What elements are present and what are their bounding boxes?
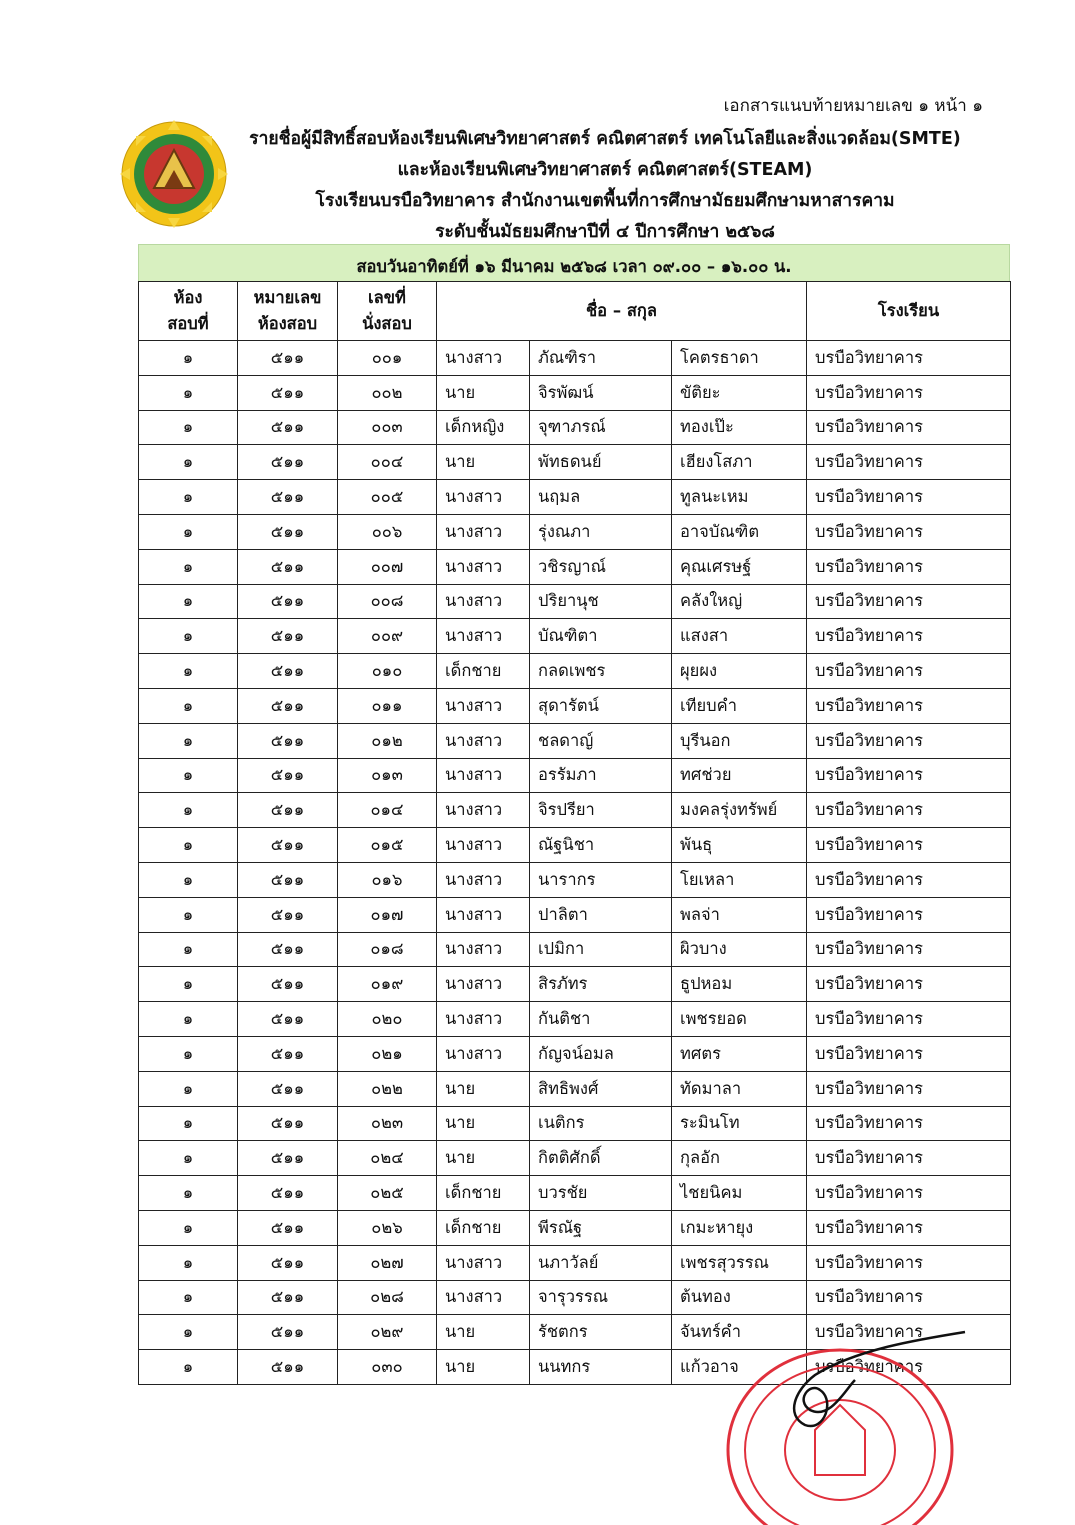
cell-school: บรบือวิทยาคาร (807, 584, 1011, 619)
cell-room-number: ๕๑๑ (238, 341, 338, 376)
cell-room: ๑ (139, 584, 238, 619)
cell-seat-number: ๐๒๑ (338, 1036, 437, 1071)
table-row (139, 1141, 1011, 1176)
header-room: ห้อง สอบที่ (139, 282, 238, 341)
cell-room-number: ๕๑๑ (238, 828, 338, 863)
signature (735, 1320, 975, 1440)
cell-room-number: ๕๑๑ (238, 1002, 338, 1037)
exam-date-text: สอบวันอาทิตย์ที่ ๑๖ มีนาคม ๒๕๖๘ เวลา ๐๙.๐๐ – ๑๖.๐๐ น. (356, 257, 792, 276)
cell-prefix: นางสาว (437, 967, 530, 1002)
table-row (139, 1071, 1011, 1106)
cell-room-number: ๕๑๑ (238, 1106, 338, 1141)
cell-seat-number: ๐๑๐ (338, 654, 437, 689)
cell-prefix: นางสาว (437, 549, 530, 584)
cell-seat-number: ๐๒๖ (338, 1210, 437, 1245)
table-row (139, 688, 1011, 723)
cell-room: ๑ (139, 793, 238, 828)
cell-room-number: ๕๑๑ (238, 1176, 338, 1211)
cell-room-number: ๕๑๑ (238, 480, 338, 515)
cell-prefix: นางสาว (437, 584, 530, 619)
table-header-row (139, 282, 1011, 341)
cell-last-name: ทองเป๊ะ (672, 410, 807, 445)
cell-first-name: นภาวัลย์ (530, 1245, 672, 1280)
cell-seat-number: ๐๐๙ (338, 619, 437, 654)
table-row (139, 410, 1011, 445)
cell-first-name: สุดารัตน์ (530, 688, 672, 723)
table-row (139, 723, 1011, 758)
table-row (139, 341, 1011, 376)
exam-date-bar (138, 244, 1010, 282)
cell-seat-number: ๐๐๗ (338, 549, 437, 584)
cell-first-name: กัญจน์อมล (530, 1036, 672, 1071)
cell-room-number: ๕๑๑ (238, 897, 338, 932)
cell-last-name: ผิวบาง (672, 932, 807, 967)
cell-seat-number: ๐๐๖ (338, 514, 437, 549)
table-row (139, 967, 1011, 1002)
table-row (139, 1245, 1011, 1280)
cell-room-number: ๕๑๑ (238, 1350, 338, 1385)
cell-seat-number: ๐๑๖ (338, 862, 437, 897)
cell-last-name: เพชรยอด (672, 1002, 807, 1037)
cell-room: ๑ (139, 688, 238, 723)
table-row (139, 932, 1011, 967)
cell-room: ๑ (139, 445, 238, 480)
table-row (139, 584, 1011, 619)
title-line-1: รายชื่อผู้มีสิทธิ์สอบห้องเรียนพิเศษวิทยาศาสตร์ คณิตศาสตร์ เทคโนโลยีและสิ่งแวดล้อม(SMTE) (249, 129, 961, 149)
cell-seat-number: ๐๒๐ (338, 1002, 437, 1037)
cell-prefix: เด็กชาย (437, 1176, 530, 1211)
cell-first-name: นารากร (530, 862, 672, 897)
document-title (150, 124, 1060, 248)
cell-prefix: นางสาว (437, 1036, 530, 1071)
table-row (139, 1280, 1011, 1315)
cell-seat-number: ๐๑๓ (338, 758, 437, 793)
cell-prefix: นางสาว (437, 897, 530, 932)
cell-room: ๑ (139, 514, 238, 549)
cell-prefix: นางสาว (437, 1002, 530, 1037)
cell-last-name: ขัติยะ (672, 375, 807, 410)
cell-room: ๑ (139, 341, 238, 376)
cell-room: ๑ (139, 1176, 238, 1211)
candidate-table (138, 281, 1011, 1385)
cell-room-number: ๕๑๑ (238, 375, 338, 410)
cell-room: ๑ (139, 1106, 238, 1141)
cell-prefix: นางสาว (437, 1280, 530, 1315)
cell-school: บรบือวิทยาคาร (807, 1141, 1011, 1176)
cell-school: บรบือวิทยาคาร (807, 654, 1011, 689)
cell-first-name: พีรณัฐ (530, 1210, 672, 1245)
cell-seat-number: ๐๒๘ (338, 1280, 437, 1315)
cell-first-name: จารุวรรณ (530, 1280, 672, 1315)
cell-school: บรบือวิทยาคาร (807, 967, 1011, 1002)
document-reference: เอกสารแนบท้ายหมายเลข ๑ หน้า ๑ (723, 96, 983, 116)
table-row (139, 445, 1011, 480)
cell-last-name: กุลอัก (672, 1141, 807, 1176)
cell-school: บรบือวิทยาคาร (807, 862, 1011, 897)
cell-prefix: นางสาว (437, 932, 530, 967)
cell-last-name: เกมะหายุง (672, 1210, 807, 1245)
cell-first-name: วชิรญาณ์ (530, 549, 672, 584)
cell-last-name: แสงสา (672, 619, 807, 654)
cell-last-name: ทศตร (672, 1036, 807, 1071)
cell-room: ๑ (139, 828, 238, 863)
cell-prefix: นางสาว (437, 862, 530, 897)
table-row (139, 1002, 1011, 1037)
table-row (139, 514, 1011, 549)
cell-first-name: จุฑาภรณ์ (530, 410, 672, 445)
cell-last-name: ไชยนิคม (672, 1176, 807, 1211)
cell-first-name: จิรพัฒน์ (530, 375, 672, 410)
cell-last-name: ทศช่วย (672, 758, 807, 793)
cell-first-name: เปมิกา (530, 932, 672, 967)
cell-room: ๑ (139, 1141, 238, 1176)
cell-room-number: ๕๑๑ (238, 793, 338, 828)
cell-prefix: นาย (437, 1350, 530, 1385)
cell-school: บรบือวิทยาคาร (807, 1315, 1011, 1350)
cell-room-number: ๕๑๑ (238, 758, 338, 793)
table-row (139, 1176, 1011, 1211)
table-row (139, 480, 1011, 515)
cell-room: ๑ (139, 1002, 238, 1037)
cell-last-name: อาจบัณฑิต (672, 514, 807, 549)
cell-prefix: นางสาว (437, 723, 530, 758)
cell-room: ๑ (139, 758, 238, 793)
cell-school: บรบือวิทยาคาร (807, 793, 1011, 828)
cell-school: บรบือวิทยาคาร (807, 688, 1011, 723)
cell-last-name: มงคลรุ่งทรัพย์ (672, 793, 807, 828)
cell-room: ๑ (139, 549, 238, 584)
cell-school: บรบือวิทยาคาร (807, 828, 1011, 863)
cell-first-name: จิรปรียา (530, 793, 672, 828)
cell-room-number: ๕๑๑ (238, 967, 338, 1002)
cell-first-name: กลดเพชร (530, 654, 672, 689)
cell-school: บรบือวิทยาคาร (807, 1002, 1011, 1037)
cell-last-name: คลังใหญ่ (672, 584, 807, 619)
header-name: ชื่อ – สกุล (437, 282, 807, 341)
cell-room-number: ๕๑๑ (238, 514, 338, 549)
cell-room-number: ๕๑๑ (238, 723, 338, 758)
cell-prefix: เด็กชาย (437, 654, 530, 689)
cell-room: ๑ (139, 1280, 238, 1315)
cell-room-number: ๕๑๑ (238, 1210, 338, 1245)
table-row (139, 862, 1011, 897)
cell-prefix: นาย (437, 1141, 530, 1176)
cell-room: ๑ (139, 862, 238, 897)
cell-first-name: พัทธดนย์ (530, 445, 672, 480)
cell-last-name: คุณเศรษฐ์ (672, 549, 807, 584)
cell-seat-number: ๐๐๔ (338, 445, 437, 480)
cell-school: บรบือวิทยาคาร (807, 1036, 1011, 1071)
cell-last-name: เฮียงโสภา (672, 445, 807, 480)
cell-room: ๑ (139, 375, 238, 410)
cell-first-name: เนติกร (530, 1106, 672, 1141)
table-row (139, 1036, 1011, 1071)
cell-prefix: นางสาว (437, 1245, 530, 1280)
cell-prefix: นางสาว (437, 828, 530, 863)
cell-prefix: นาย (437, 445, 530, 480)
table-row (139, 758, 1011, 793)
cell-room-number: ๕๑๑ (238, 1315, 338, 1350)
cell-school: บรบือวิทยาคาร (807, 1280, 1011, 1315)
cell-first-name: บัณฑิตา (530, 619, 672, 654)
cell-seat-number: ๐๒๗ (338, 1245, 437, 1280)
cell-last-name: ทัดมาลา (672, 1071, 807, 1106)
cell-prefix: นางสาว (437, 758, 530, 793)
table-body (139, 341, 1011, 1385)
table-row (139, 619, 1011, 654)
cell-first-name: กันติชา (530, 1002, 672, 1037)
cell-room: ๑ (139, 619, 238, 654)
cell-first-name: บวรชัย (530, 1176, 672, 1211)
cell-seat-number: ๐๑๔ (338, 793, 437, 828)
cell-room: ๑ (139, 654, 238, 689)
header-room-number: หมายเลข ห้องสอบ (238, 282, 338, 341)
cell-first-name: ภัณฑิรา (530, 341, 672, 376)
cell-school: บรบือวิทยาคาร (807, 897, 1011, 932)
cell-prefix: นาย (437, 1071, 530, 1106)
cell-school: บรบือวิทยาคาร (807, 1106, 1011, 1141)
cell-first-name: รุ่งณภา (530, 514, 672, 549)
cell-seat-number: ๐๓๐ (338, 1350, 437, 1385)
cell-school: บรบือวิทยาคาร (807, 758, 1011, 793)
cell-last-name: เทียบคำ (672, 688, 807, 723)
cell-first-name: รัชตกร (530, 1315, 672, 1350)
cell-seat-number: ๐๐๒ (338, 375, 437, 410)
cell-seat-number: ๐๑๙ (338, 967, 437, 1002)
cell-room-number: ๕๑๑ (238, 445, 338, 480)
cell-last-name: ผุยผง (672, 654, 807, 689)
table-row (139, 549, 1011, 584)
cell-room-number: ๕๑๑ (238, 862, 338, 897)
table-row (139, 654, 1011, 689)
cell-first-name: กิตติศักดิ์ (530, 1141, 672, 1176)
cell-school: บรบือวิทยาคาร (807, 723, 1011, 758)
cell-last-name: ทูลนะเหม (672, 480, 807, 515)
cell-last-name: ธูปหอม (672, 967, 807, 1002)
cell-room: ๑ (139, 1245, 238, 1280)
header-seat-number: เลขที่ นั่งสอบ (338, 282, 437, 341)
cell-seat-number: ๐๑๒ (338, 723, 437, 758)
cell-seat-number: ๐๒๙ (338, 1315, 437, 1350)
cell-seat-number: ๐๑๗ (338, 897, 437, 932)
cell-room-number: ๕๑๑ (238, 619, 338, 654)
table-row (139, 793, 1011, 828)
cell-school: บรบือวิทยาคาร (807, 410, 1011, 445)
cell-school: บรบือวิทยาคาร (807, 549, 1011, 584)
cell-first-name: ชลดาญ์ (530, 723, 672, 758)
cell-last-name: พันธุ (672, 828, 807, 863)
cell-room: ๑ (139, 932, 238, 967)
cell-room-number: ๕๑๑ (238, 549, 338, 584)
cell-last-name: โยเหลา (672, 862, 807, 897)
table-row (139, 1210, 1011, 1245)
cell-prefix: นางสาว (437, 793, 530, 828)
cell-last-name: เพชรสุวรรณ (672, 1245, 807, 1280)
cell-school: บรบือวิทยาคาร (807, 932, 1011, 967)
cell-first-name: นฤมล (530, 480, 672, 515)
cell-seat-number: ๐๐๑ (338, 341, 437, 376)
cell-seat-number: ๐๑๕ (338, 828, 437, 863)
table-row (139, 828, 1011, 863)
title-line-2: และห้องเรียนพิเศษวิทยาศาสตร์ คณิตศาสตร์(STEAM) (397, 160, 813, 180)
cell-prefix: นาย (437, 1106, 530, 1141)
cell-school: บรบือวิทยาคาร (807, 514, 1011, 549)
cell-last-name: ระมินโท (672, 1106, 807, 1141)
cell-room-number: ๕๑๑ (238, 1280, 338, 1315)
cell-seat-number: ๐๑๘ (338, 932, 437, 967)
cell-room: ๑ (139, 1071, 238, 1106)
cell-last-name: บุรีนอก (672, 723, 807, 758)
cell-room: ๑ (139, 897, 238, 932)
cell-school: บรบือวิทยาคาร (807, 375, 1011, 410)
cell-last-name: โคตรธาดา (672, 341, 807, 376)
cell-prefix: นางสาว (437, 688, 530, 723)
cell-room-number: ๕๑๑ (238, 654, 338, 689)
cell-room-number: ๕๑๑ (238, 410, 338, 445)
cell-first-name: นนทกร (530, 1350, 672, 1385)
table-row (139, 375, 1011, 410)
cell-school: บรบือวิทยาคาร (807, 1176, 1011, 1211)
cell-room: ๑ (139, 1210, 238, 1245)
cell-school: บรบือวิทยาคาร (807, 445, 1011, 480)
cell-school: บรบือวิทยาคาร (807, 1071, 1011, 1106)
cell-school: บรบือวิทยาคาร (807, 341, 1011, 376)
cell-room-number: ๕๑๑ (238, 584, 338, 619)
cell-room: ๑ (139, 723, 238, 758)
cell-room: ๑ (139, 1036, 238, 1071)
cell-prefix: เด็กชาย (437, 1210, 530, 1245)
cell-seat-number: ๐๒๔ (338, 1141, 437, 1176)
cell-first-name: อรรัมภา (530, 758, 672, 793)
cell-seat-number: ๐๑๑ (338, 688, 437, 723)
cell-room: ๑ (139, 480, 238, 515)
cell-room: ๑ (139, 1315, 238, 1350)
cell-school: บรบือวิทยาคาร (807, 1245, 1011, 1280)
cell-room-number: ๕๑๑ (238, 1071, 338, 1106)
title-line-3: โรงเรียนบรบือวิทยาคาร สำนักงานเขตพื้นที่การศึกษามัธยมศึกษามหาสารคาม (315, 191, 895, 211)
header-school: โรงเรียน (807, 282, 1011, 341)
cell-prefix: นางสาว (437, 514, 530, 549)
cell-school: บรบือวิทยาคาร (807, 1350, 1011, 1385)
cell-first-name: สิรภัทร (530, 967, 672, 1002)
cell-prefix: นางสาว (437, 341, 530, 376)
cell-seat-number: ๐๒๕ (338, 1176, 437, 1211)
table-row (139, 1106, 1011, 1141)
cell-school: บรบือวิทยาคาร (807, 619, 1011, 654)
title-line-4: ระดับชั้นมัธยมศึกษาปีที่ ๔ ปีการศึกษา ๒๕๖๘ (435, 222, 775, 242)
cell-last-name: พลจ่า (672, 897, 807, 932)
cell-seat-number: ๐๐๕ (338, 480, 437, 515)
cell-first-name: สิทธิพงศ์ (530, 1071, 672, 1106)
cell-school: บรบือวิทยาคาร (807, 1210, 1011, 1245)
cell-room-number: ๕๑๑ (238, 1245, 338, 1280)
cell-first-name: ปริยานุช (530, 584, 672, 619)
cell-room-number: ๕๑๑ (238, 1036, 338, 1071)
cell-first-name: ปาลิตา (530, 897, 672, 932)
cell-prefix: นางสาว (437, 480, 530, 515)
cell-room: ๑ (139, 1350, 238, 1385)
cell-room: ๑ (139, 410, 238, 445)
cell-prefix: นางสาว (437, 619, 530, 654)
cell-seat-number: ๐๐๘ (338, 584, 437, 619)
cell-room-number: ๕๑๑ (238, 1141, 338, 1176)
cell-room-number: ๕๑๑ (238, 932, 338, 967)
cell-last-name: จันทร์คำ (672, 1315, 807, 1350)
cell-prefix: นาย (437, 375, 530, 410)
cell-seat-number: ๐๒๒ (338, 1071, 437, 1106)
cell-room: ๑ (139, 967, 238, 1002)
cell-room-number: ๕๑๑ (238, 688, 338, 723)
cell-prefix: นาย (437, 1315, 530, 1350)
cell-seat-number: ๐๐๓ (338, 410, 437, 445)
table-row (139, 897, 1011, 932)
cell-prefix: เด็กหญิง (437, 410, 530, 445)
cell-first-name: ณัฐนิชา (530, 828, 672, 863)
cell-seat-number: ๐๒๓ (338, 1106, 437, 1141)
cell-last-name: ต้นทอง (672, 1280, 807, 1315)
cell-school: บรบือวิทยาคาร (807, 480, 1011, 515)
cell-last-name: แก้วอาจ (672, 1350, 807, 1385)
